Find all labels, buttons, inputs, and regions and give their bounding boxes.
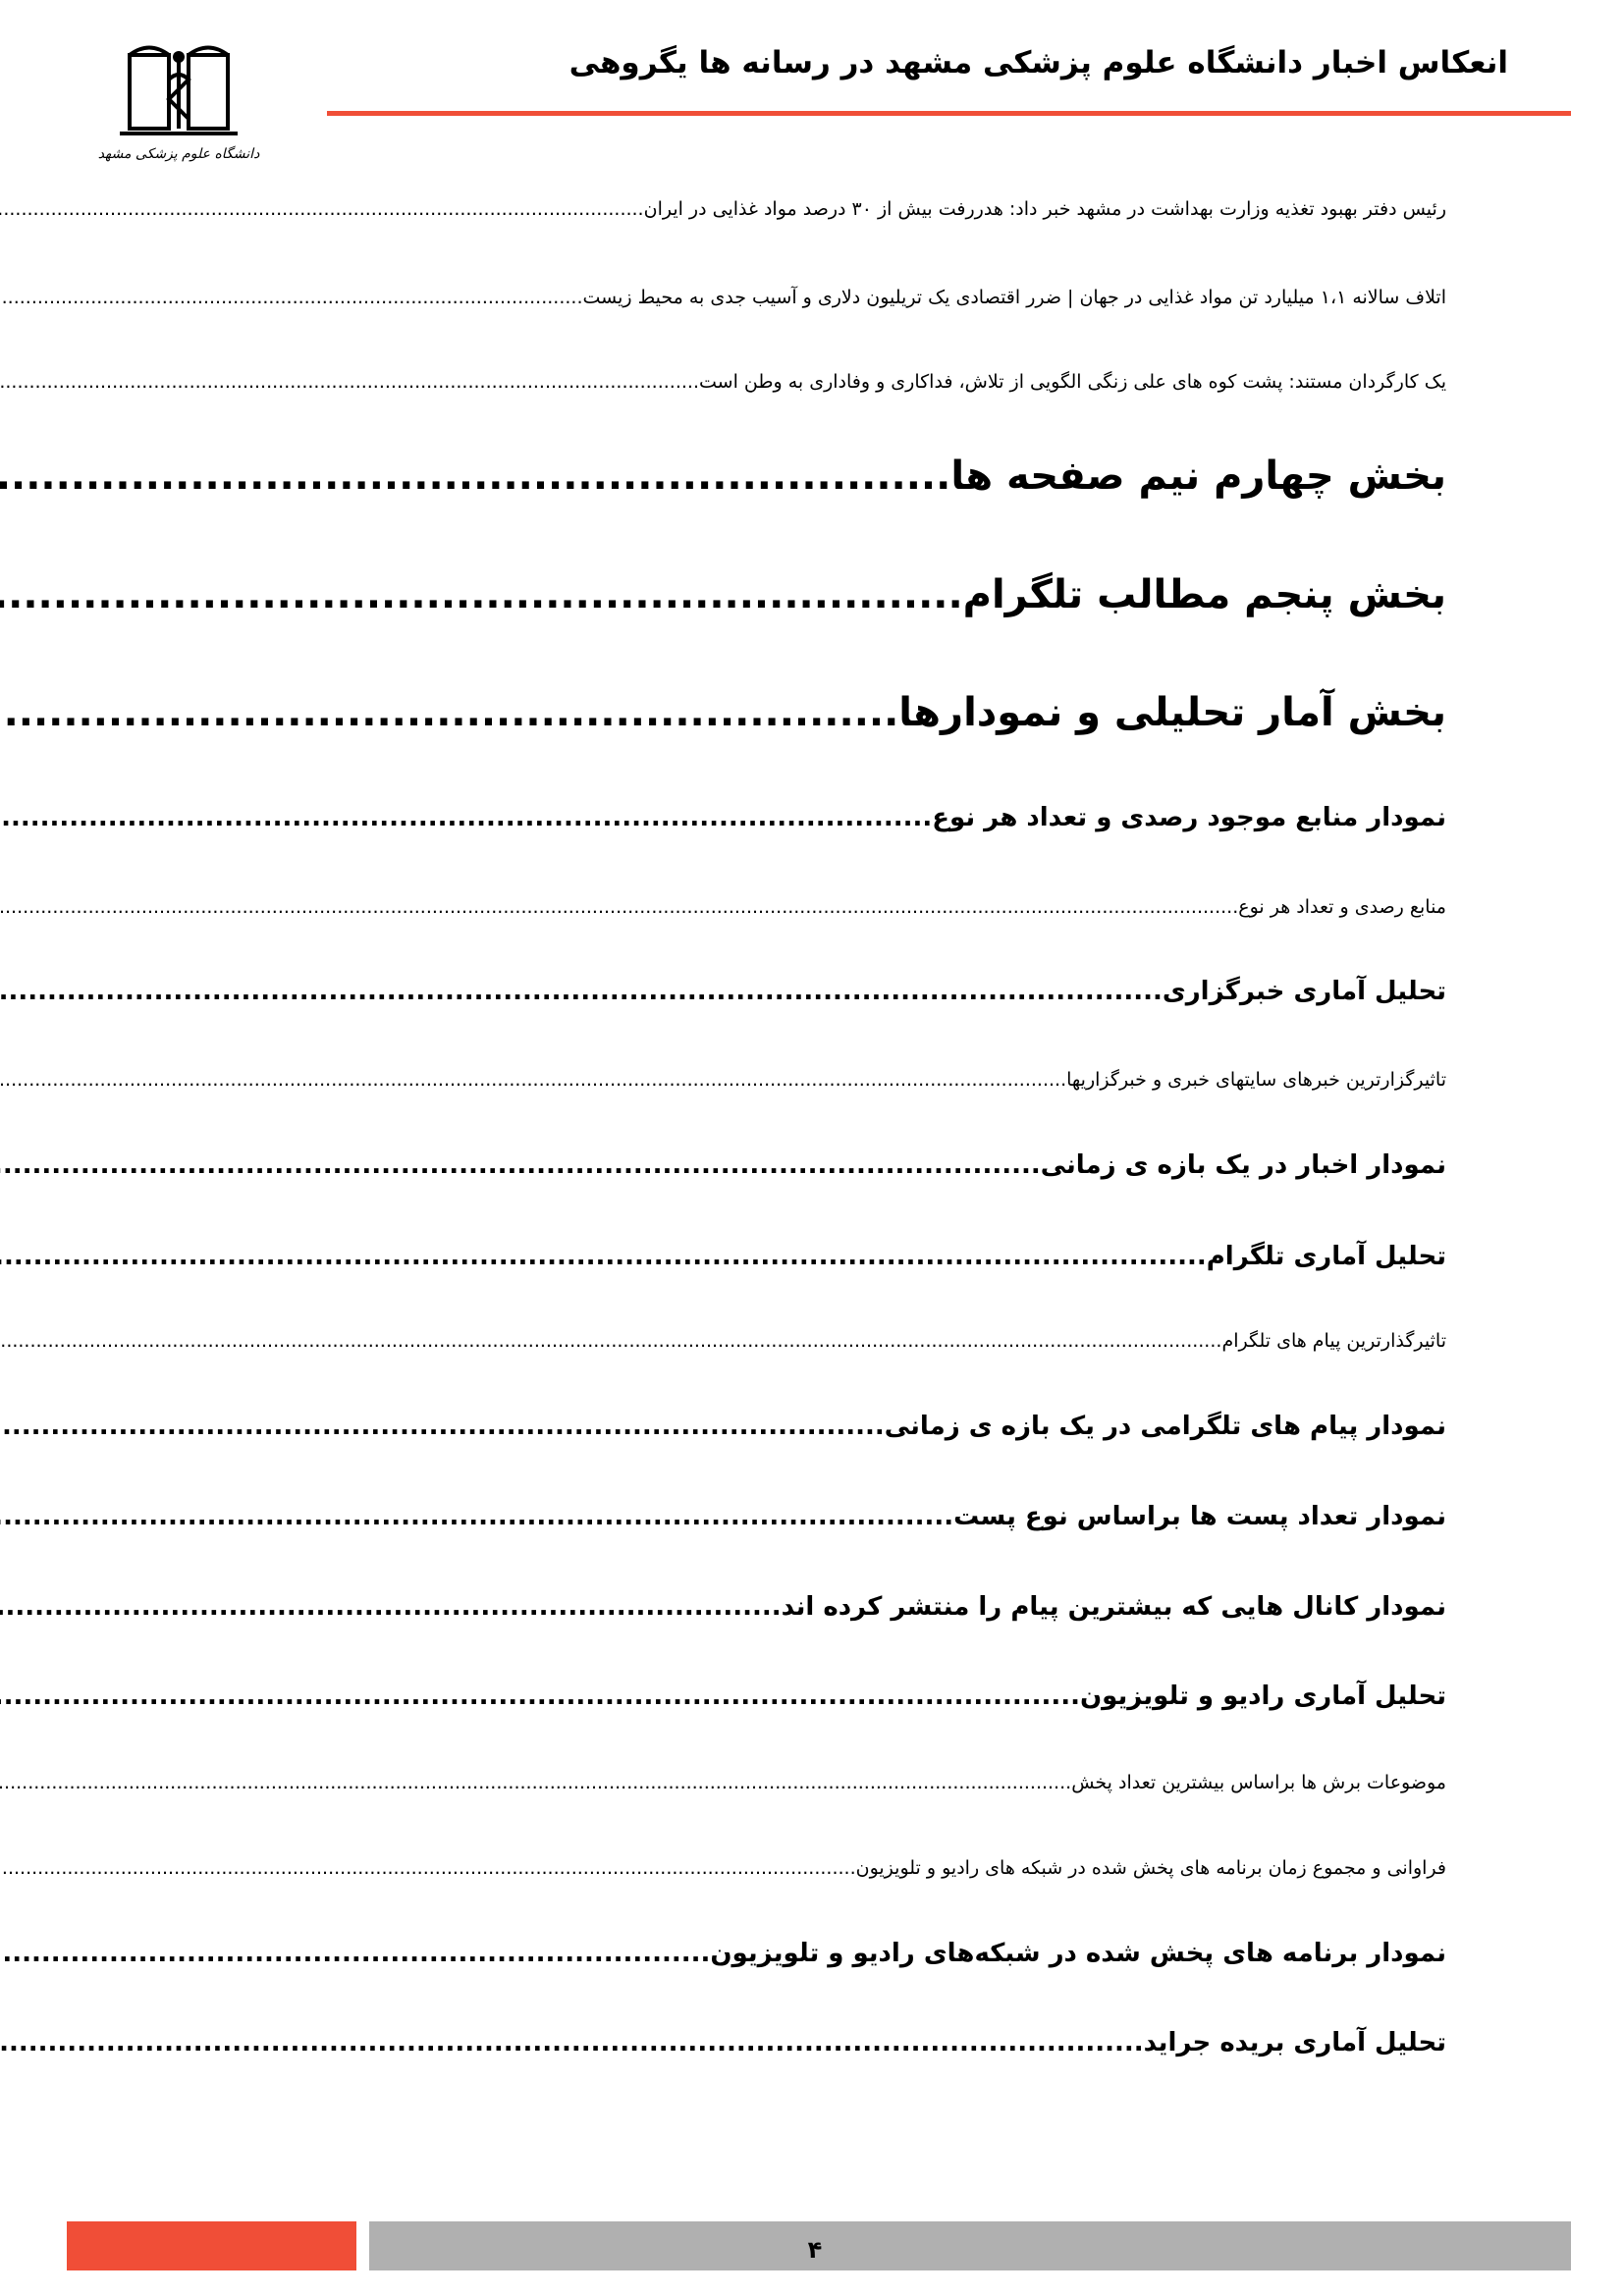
toc-entry-title: بخش پنجم مطالب تلگرام — [962, 572, 1446, 617]
toc-leader-dots — [0, 1069, 1066, 1091]
footer-gray-bar — [369, 2221, 1571, 2270]
toc-entry[interactable] — [196, 894, 1446, 919]
toc-leader-dots — [0, 977, 1163, 1006]
toc-leader-dots — [0, 198, 644, 220]
toc-entry-title: نمودار برنامه های پخش شده در شبکه‌های رادیو و تلویزیون — [710, 1939, 1446, 1968]
page-number: ۴ — [807, 2236, 823, 2264]
toc-entry-title: نمودار پیام های تلگرامی در یک بازه ی زمانی — [884, 1412, 1446, 1441]
toc-entry[interactable] — [196, 977, 1446, 1006]
toc-entry[interactable] — [196, 1328, 1446, 1353]
toc-entry[interactable] — [196, 1939, 1446, 1968]
toc-leader-dots — [0, 1682, 1080, 1711]
toc-entry-title: بخش چهارم نیم صفحه ها — [950, 454, 1446, 499]
toc-entry-title: نمودار تعداد پست ها براساس نوع پست — [953, 1502, 1446, 1531]
header-divider — [327, 111, 1571, 116]
toc-leader-dots — [0, 1330, 1221, 1352]
toc-leader-dots — [0, 1772, 1071, 1793]
toc-leader-dots — [0, 803, 932, 832]
toc-entry[interactable] — [196, 1067, 1446, 1092]
toc-leader-dots — [0, 690, 898, 735]
toc-leader-dots — [0, 2028, 1144, 2057]
toc-entry[interactable] — [196, 2028, 1446, 2057]
toc-leader-dots — [0, 572, 963, 617]
toc-entry-title: موضوعات برش ها براساس بیشترین تعداد پخش — [1071, 1772, 1446, 1793]
toc-section-heading[interactable] — [196, 690, 1446, 735]
toc-entry[interactable] — [196, 803, 1446, 832]
toc-leader-dots — [0, 896, 1238, 918]
toc-entry[interactable] — [196, 196, 1446, 221]
toc-entry[interactable] — [196, 1502, 1446, 1531]
toc-leader-dots — [0, 1592, 782, 1622]
toc-entry-title: تحلیل آماری تلگرام — [1206, 1242, 1446, 1271]
toc-entry[interactable] — [196, 1150, 1446, 1180]
toc-entry[interactable] — [196, 369, 1446, 394]
toc-leader-dots — [0, 1242, 1207, 1271]
toc-entry[interactable] — [196, 1592, 1446, 1622]
toc-leader-dots — [0, 287, 583, 308]
toc-entry[interactable] — [196, 285, 1446, 309]
toc-entry[interactable] — [196, 1770, 1446, 1794]
document-title: انعکاس اخبار دانشگاه علوم پزشکی مشهد در رسانه ها یگروهی — [568, 45, 1508, 80]
toc-leader-dots — [0, 454, 950, 499]
toc-entry-title: رئیس دفتر بهبود تغذیه وزارت بهداشت در مشهد خبر داد: هدررفت بیش از ۳۰ درصد مواد غذایی در ایران — [643, 198, 1446, 220]
toc-leader-dots — [0, 1150, 1041, 1180]
toc-entry[interactable] — [196, 1682, 1446, 1711]
toc-section-heading[interactable] — [196, 454, 1446, 499]
toc-leader-dots — [0, 1857, 856, 1879]
toc-leader-dots — [0, 1939, 710, 1968]
toc-leader-dots — [0, 1412, 885, 1441]
toc-entry-title: تاثیرگذارترین پیام های تلگرام — [1221, 1330, 1446, 1352]
toc-entry-title: بخش آمار تحلیلی و نمودارها — [898, 690, 1446, 735]
toc-entry-title: تحلیل آماری بریده جراید — [1143, 2028, 1446, 2057]
toc-entry-title: منابع رصدی و تعداد هر نوع — [1238, 896, 1446, 918]
toc-entry-title: تاثیرگزارترین خبرهای سایتهای خبری و خبرگزاریها — [1066, 1069, 1446, 1091]
toc-entry-title: نمودار اخبار در یک بازه ی زمانی — [1040, 1150, 1446, 1180]
toc-entry-title: یک کارگردان مستند: پشت کوه های علی زنگی الگویی از تلاش، فداکاری و وفاداری به وطن است — [699, 371, 1446, 393]
logo-caption: دانشگاه علوم پزشکی مشهد — [97, 146, 260, 162]
toc-entry[interactable] — [196, 1855, 1446, 1880]
toc-entry-title: نمودار منابع موجود رصدی و تعداد هر نوع — [932, 803, 1446, 832]
footer-accent-bar — [67, 2221, 356, 2270]
toc-section-heading[interactable] — [196, 572, 1446, 617]
toc-entry-title: نمودار کانال هایی که بیشترین پیام را منتشر کرده اند — [781, 1592, 1446, 1622]
university-logo — [97, 35, 260, 173]
toc-leader-dots — [0, 1502, 953, 1531]
toc-entry-title: تحلیل آماری رادیو و تلویزیون — [1079, 1682, 1446, 1711]
toc-entry[interactable] — [196, 1412, 1446, 1441]
toc-leader-dots — [0, 371, 699, 393]
toc-entry-title: فراوانی و مجموع زمان برنامه های پخش شده در شبکه های رادیو و تلویزیون — [855, 1857, 1446, 1879]
toc-entry-title: تحلیل آماری خبرگزاری — [1162, 977, 1446, 1006]
toc-entry[interactable] — [196, 1242, 1446, 1271]
toc-entry-title: اتلاف سالانه ۱،۱ میلیارد تن مواد غذایی در جهان | ضرر اقتصادی یک تریلیون دلاری و آسیب جدی به محیط زیست — [582, 287, 1446, 308]
